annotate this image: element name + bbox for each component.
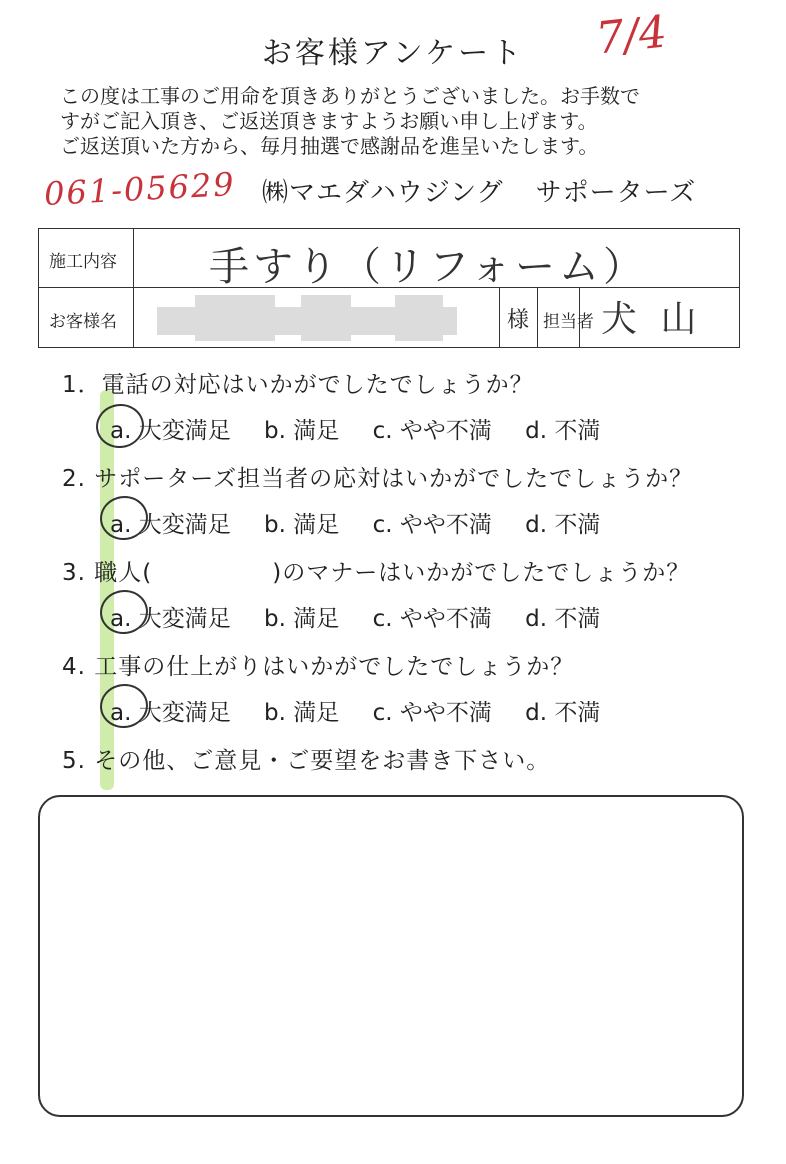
survey-title: お客様アンケート <box>261 36 525 71</box>
question-text: 電話の対応はいかがでしたでしょうか？ <box>101 372 534 398</box>
options-1 <box>110 412 600 445</box>
option-d[interactable]: d. 不満 <box>525 512 601 538</box>
comment-box[interactable] <box>38 795 744 1117</box>
customer-label: お客様名 <box>49 312 117 332</box>
intro-line: この度は工事のご用命を頂きありがとうございました。お手数で <box>60 84 640 108</box>
question-text: サポーターズ担当者の応対はいかがでしたでしょうか？ <box>94 466 694 492</box>
honorific: 様 <box>507 308 530 333</box>
question-number: 2. <box>62 466 86 492</box>
option-d[interactable]: d. 不満 <box>525 700 601 726</box>
intro-line: すがご記入頂き、ご返送頂きますようお願い申し上げます。 <box>60 109 598 133</box>
question-5 <box>62 742 550 775</box>
work-value[interactable]: 手すり（リフォーム） <box>209 244 647 290</box>
work-label: 施工内容 <box>49 252 117 272</box>
company-tagline: サポーターズ <box>535 178 697 208</box>
question-4 <box>62 648 574 681</box>
option-a[interactable]: a. 大変満足 <box>110 418 231 444</box>
highlighter-mark <box>100 390 114 790</box>
option-c[interactable]: c. やや不満 <box>372 700 492 726</box>
option-b[interactable]: b. 満足 <box>264 418 340 444</box>
staff-label: 担当者 <box>543 312 594 332</box>
options-3 <box>110 600 600 633</box>
options-2 <box>110 506 600 539</box>
option-a[interactable]: a. 大変満足 <box>110 512 231 538</box>
question-text: 工事の仕上がりはいかがでしたでしょうか？ <box>94 654 575 680</box>
option-b[interactable]: b. 満足 <box>264 512 340 538</box>
option-c[interactable]: c. やや不満 <box>372 418 492 444</box>
question-text: その他、ご意見・ご要望をお書き下さい。 <box>94 748 551 774</box>
intro-line: ご返送頂いた方から、毎月抽選で感謝品を進呈いたします。 <box>60 134 599 158</box>
option-b[interactable]: b. 満足 <box>264 606 340 632</box>
option-c[interactable]: c. やや不満 <box>372 512 492 538</box>
question-number: 4. <box>62 654 86 680</box>
option-a[interactable]: a. 大変満足 <box>110 606 231 632</box>
question-number: 1． <box>62 372 102 398</box>
option-a[interactable]: a. 大変満足 <box>110 700 231 726</box>
question-text: 職人( )のマナーはいかがでしたでしょうか？ <box>94 560 691 586</box>
option-d[interactable]: d. 不満 <box>525 606 601 632</box>
option-b[interactable]: b. 満足 <box>264 700 340 726</box>
company-name: ㈱マエダハウジング <box>262 178 504 208</box>
question-1 <box>62 366 534 399</box>
option-c[interactable]: c. やや不満 <box>372 606 492 632</box>
question-number: 5. <box>62 748 86 774</box>
handwritten-serial: 061-05629 <box>43 165 237 213</box>
options-4 <box>110 694 600 727</box>
company-line <box>262 172 696 209</box>
staff-value[interactable]: 犬 山 <box>601 299 703 340</box>
question-2 <box>62 460 693 493</box>
option-d[interactable]: d. 不満 <box>525 418 601 444</box>
question-number: 3. <box>62 560 86 586</box>
info-table <box>38 228 740 348</box>
handwritten-date: 7/4 <box>593 6 670 65</box>
question-3 <box>62 554 690 587</box>
intro-text <box>60 84 640 159</box>
